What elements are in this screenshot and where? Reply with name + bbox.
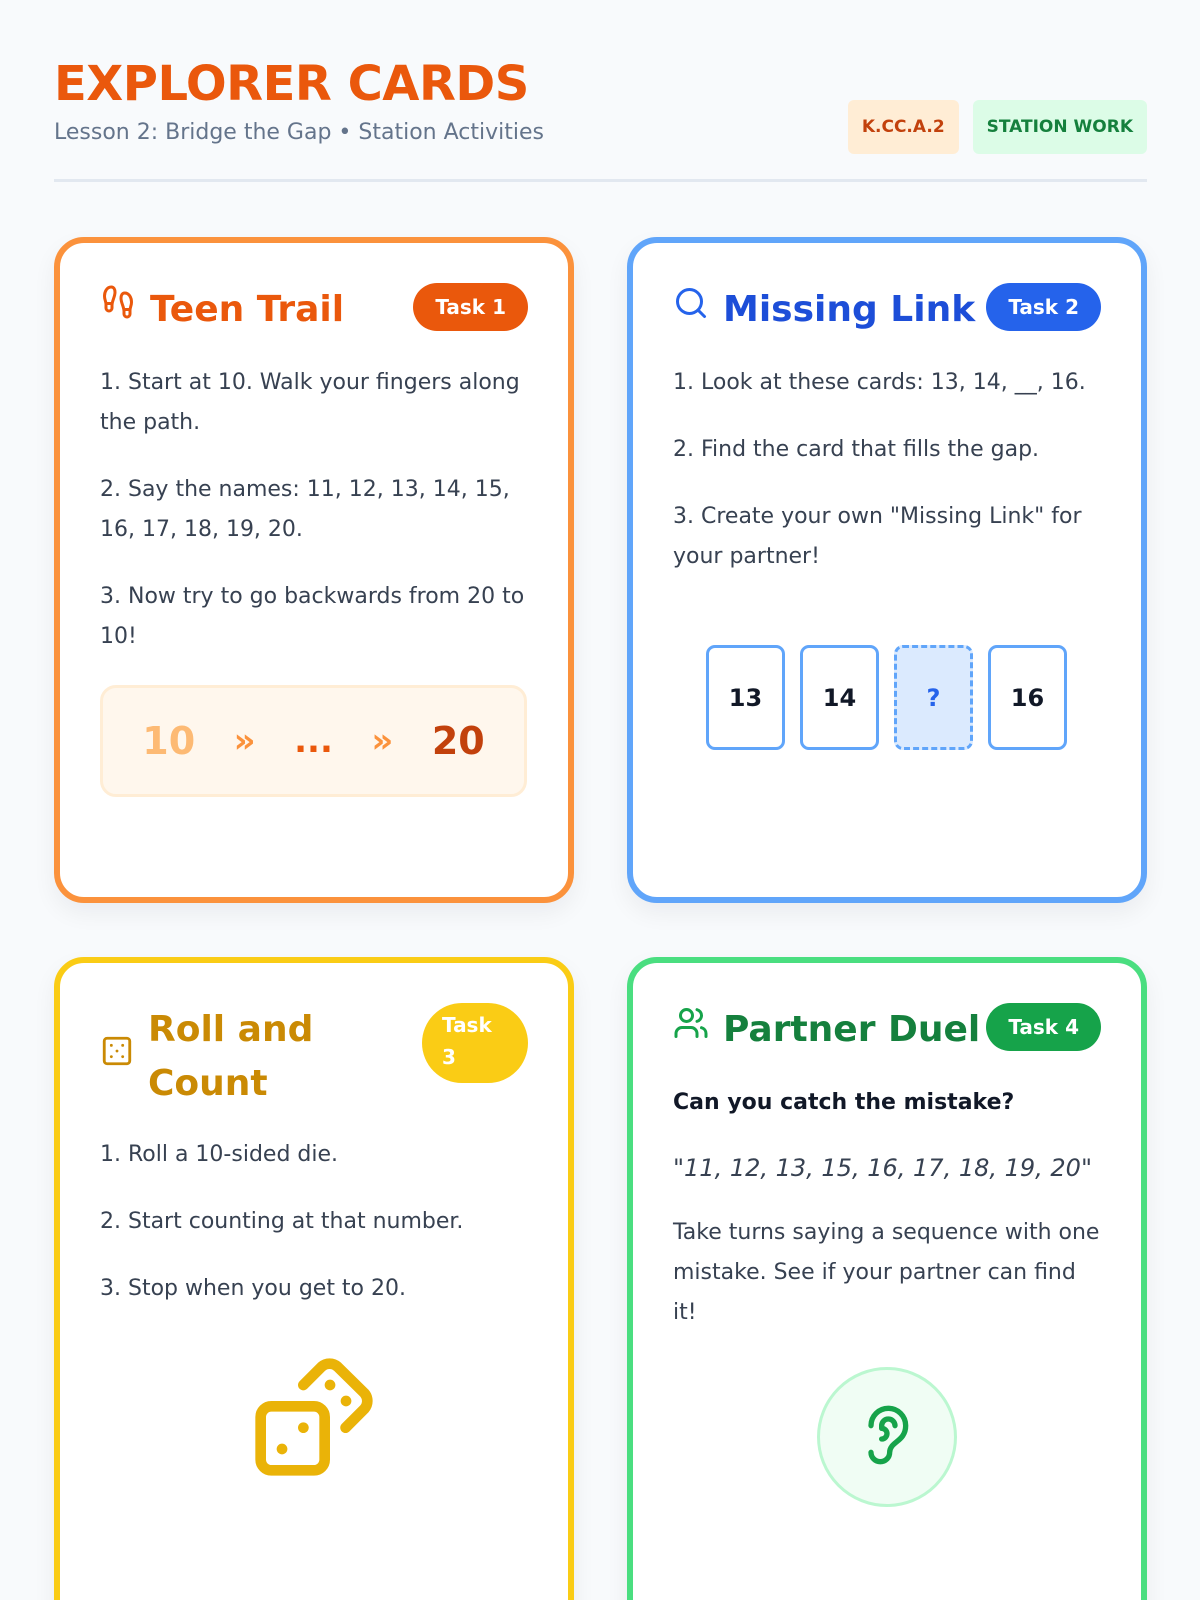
users-icon: [673, 1003, 709, 1057]
standard-badge: K.CC.A.2: [848, 100, 959, 154]
task-pill: Task 1: [413, 283, 528, 331]
ear-badge: [817, 1367, 957, 1507]
step-item: 1. Start at 10. Walk your fingers along the path.: [100, 370, 520, 435]
step-item: 3. Stop when you get to 20.: [100, 1276, 407, 1301]
header: [54, 56, 1147, 182]
step-item: 2. Say the names: 11, 12, 13, 14, 15, 16, 17, 18, 19, 20.: [100, 477, 510, 542]
card-title-text: Roll and Count: [148, 1009, 314, 1104]
step-list: [100, 363, 528, 684]
task-card-roll-and-count: [54, 957, 574, 1600]
card-title-text: Partner Duel: [723, 1009, 981, 1050]
ear-icon: [855, 1403, 919, 1471]
station-work-badge: STATION WORK: [973, 100, 1147, 154]
card-title-text: Teen Trail: [150, 289, 345, 330]
task-card-partner-duel: [627, 957, 1147, 1600]
task-pill: Task 2: [986, 283, 1101, 331]
step-item: 3. Now try to go backwards from 20 to 10!: [100, 584, 525, 649]
trail-end: 20: [431, 719, 485, 763]
step-item: 2. Find the card that fills the gap.: [673, 437, 1040, 462]
dice-icon: [100, 1030, 134, 1084]
card-title: [100, 283, 344, 337]
number-card[interactable]: 13: [706, 645, 785, 750]
page-title: EXPLORER CARDS: [54, 56, 529, 112]
step-item: 1. Roll a 10-sided die.: [100, 1142, 339, 1167]
task-pill: Task 3: [422, 1003, 528, 1083]
duel-content: [673, 1083, 1101, 1333]
task-card-teen-trail: [54, 237, 574, 903]
step-list: [100, 1135, 528, 1336]
number-card-row: [706, 645, 1067, 750]
number-card[interactable]: 16: [988, 645, 1067, 750]
card-title: [673, 283, 975, 337]
card-title: [100, 1003, 318, 1111]
footprints-icon: [100, 283, 136, 337]
task-card-missing-link: [627, 237, 1147, 903]
duel-question: Can you catch the mistake?: [673, 1090, 1015, 1115]
step-item: 3. Create your own "Missing Link" for your partner!: [673, 504, 1082, 569]
card-title-text: Missing Link: [723, 289, 976, 330]
step-list: [673, 363, 1101, 604]
badge-group: [848, 100, 1147, 154]
trail-start: 10: [142, 719, 196, 763]
trail-arrow: »: [371, 721, 394, 761]
number-card[interactable]: 14: [800, 645, 879, 750]
dice-icon: [250, 1353, 378, 1485]
step-item: 1. Look at these cards: 13, 14, __, 16.: [673, 370, 1086, 395]
duel-instructions: Take turns saying a sequence with one mistake. See if your partner can find it!: [673, 1220, 1100, 1325]
step-item: 2. Start counting at that number.: [100, 1209, 464, 1234]
task-pill: Task 4: [986, 1003, 1101, 1051]
search-icon: [673, 283, 709, 337]
page-subtitle: Lesson 2: Bridge the Gap • Station Activities: [54, 120, 544, 145]
missing-number-card[interactable]: ?: [894, 645, 973, 750]
number-trail: [100, 685, 527, 797]
card-title: [673, 1003, 980, 1057]
trail-arrow: »: [233, 721, 256, 761]
trail-dots: ...: [294, 721, 333, 761]
duel-sequence: "11, 12, 13, 15, 16, 17, 18, 19, 20": [673, 1154, 1092, 1182]
